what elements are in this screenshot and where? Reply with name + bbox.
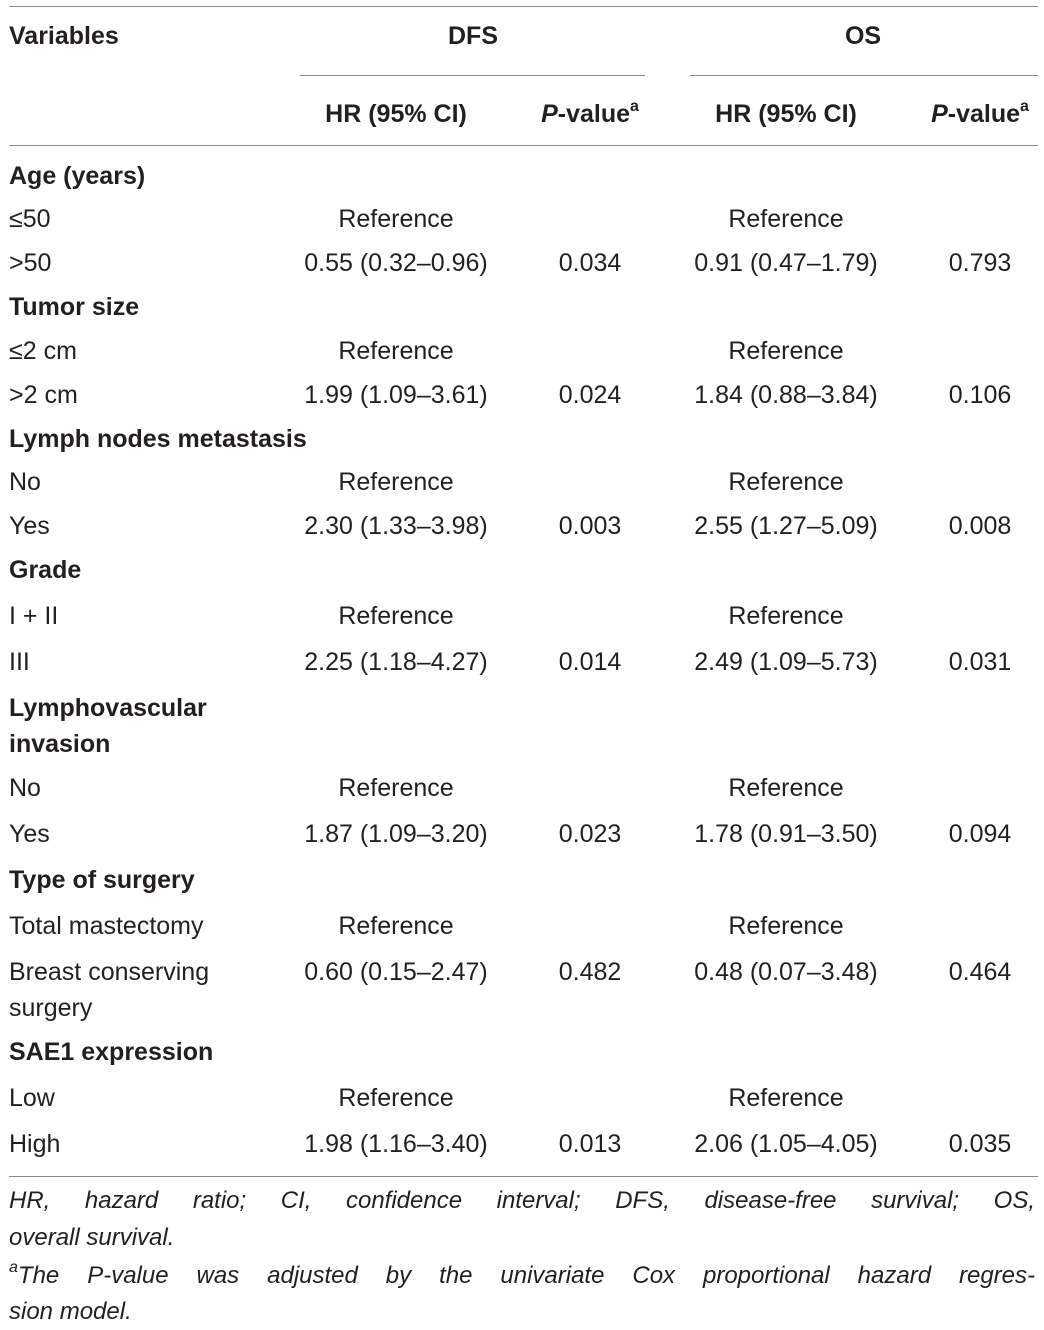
header-dfs-hr: HR (95% CI) [325, 100, 467, 128]
os-p: 0.031 [948, 648, 1012, 676]
os-hr: Reference [728, 337, 844, 365]
dfs-hr: 1.87 (1.09–3.20) [304, 820, 488, 848]
p-sup: a [1020, 97, 1029, 115]
row-label: I + II [9, 602, 59, 630]
dfs-p: 0.034 [558, 249, 622, 277]
row-label: No [9, 468, 41, 496]
dfs-hr: Reference [338, 912, 454, 940]
row-label: High [9, 1130, 61, 1158]
category-tumor-size: Tumor size [9, 293, 140, 321]
header-variables: Variables [9, 22, 119, 50]
header-dfs: DFS [448, 22, 498, 50]
os-hr: 1.78 (0.91–3.50) [694, 820, 878, 848]
category-grade: Grade [9, 556, 82, 584]
os-p: 0.094 [948, 820, 1012, 848]
dfs-p: 0.024 [558, 381, 622, 409]
row-label: ≤2 cm [9, 337, 77, 365]
row-label: ≤50 [9, 205, 51, 233]
p-italic: P [541, 100, 558, 128]
category-lymphovascular-line2: invasion [9, 730, 111, 758]
dfs-p: 0.482 [558, 958, 622, 986]
dfs-hr: Reference [338, 1084, 454, 1112]
os-hr: Reference [728, 205, 844, 233]
row-label: >50 [9, 249, 52, 277]
os-hr: Reference [728, 468, 844, 496]
row-label: >2 cm [9, 381, 78, 409]
os-hr: 2.55 (1.27–5.09) [694, 512, 878, 540]
category-sae1: SAE1 expression [9, 1038, 214, 1066]
dfs-p: 0.003 [558, 512, 622, 540]
dfs-hr: 1.98 (1.16–3.40) [304, 1130, 488, 1158]
row-label-line2: surgery [9, 994, 93, 1022]
dfs-hr: Reference [338, 337, 454, 365]
footnote-abbrev-line1: HR, hazard ratio; CI, confidence interval; DFS, disease-free survival; OS, [9, 1187, 1035, 1214]
os-hr: Reference [728, 774, 844, 802]
row-label: Yes [9, 512, 50, 540]
dfs-p: 0.023 [558, 820, 622, 848]
p-italic: P [931, 100, 948, 128]
os-hr: Reference [728, 912, 844, 940]
os-p: 0.035 [948, 1130, 1012, 1158]
header-dfs-p [530, 96, 650, 132]
footnote-abbrev-line2: overall survival. [9, 1224, 175, 1251]
p-rest: -value [947, 100, 1021, 128]
dfs-hr: Reference [338, 205, 454, 233]
top-rule [9, 6, 1038, 7]
os-p: 0.106 [948, 381, 1012, 409]
os-p: 0.008 [948, 512, 1012, 540]
footnote-note-line2: sion model. [9, 1298, 132, 1325]
footnote-note-line1 [9, 1258, 1035, 1294]
category-surgery: Type of surgery [9, 866, 195, 894]
p-rest: -value [557, 100, 631, 128]
dfs-hr: 0.55 (0.32–0.96) [304, 249, 488, 277]
row-label: III [9, 648, 30, 676]
os-hr: 0.48 (0.07–3.48) [694, 958, 878, 986]
dfs-hr: 0.60 (0.15–2.47) [304, 958, 488, 986]
dfs-hr: 1.99 (1.09–3.61) [304, 381, 488, 409]
os-hr: 2.49 (1.09–5.73) [694, 648, 878, 676]
dfs-hr: Reference [338, 602, 454, 630]
dfs-p: 0.014 [558, 648, 622, 676]
header-rule [9, 145, 1038, 146]
category-lymph-nodes: Lymph nodes metastasis [9, 425, 307, 453]
header-os: OS [844, 22, 882, 50]
dfs-hr: Reference [338, 468, 454, 496]
os-hr: Reference [728, 602, 844, 630]
os-span-rule [690, 75, 1038, 76]
os-p: 0.464 [948, 958, 1012, 986]
row-label-line1: Breast conserving [9, 958, 210, 986]
footnote-sup: a [9, 1259, 18, 1276]
os-hr: 0.91 (0.47–1.79) [694, 249, 878, 277]
os-hr: Reference [728, 1084, 844, 1112]
row-label: Yes [9, 820, 50, 848]
dfs-p: 0.013 [558, 1130, 622, 1158]
os-hr: 2.06 (1.05–4.05) [694, 1130, 878, 1158]
p-sup: a [630, 97, 639, 115]
row-label: Total mastectomy [9, 912, 204, 940]
dfs-hr: Reference [338, 774, 454, 802]
dfs-span-rule [300, 75, 645, 76]
os-hr: 1.84 (0.88–3.84) [694, 381, 878, 409]
category-lymphovascular-line1: Lymphovascular [9, 694, 207, 722]
header-os-hr: HR (95% CI) [715, 100, 857, 128]
row-label: No [9, 774, 41, 802]
os-p: 0.793 [948, 249, 1012, 277]
dfs-hr: 2.30 (1.33–3.98) [304, 512, 488, 540]
dfs-hr: 2.25 (1.18–4.27) [304, 648, 488, 676]
footnote-note-text: The P-value was adjusted by the univariate Cox proportional hazard regres- [17, 1262, 1035, 1289]
row-label: Low [9, 1084, 55, 1112]
category-age: Age (years) [9, 162, 146, 190]
header-os-p [920, 96, 1040, 132]
bottom-rule [9, 1176, 1038, 1177]
